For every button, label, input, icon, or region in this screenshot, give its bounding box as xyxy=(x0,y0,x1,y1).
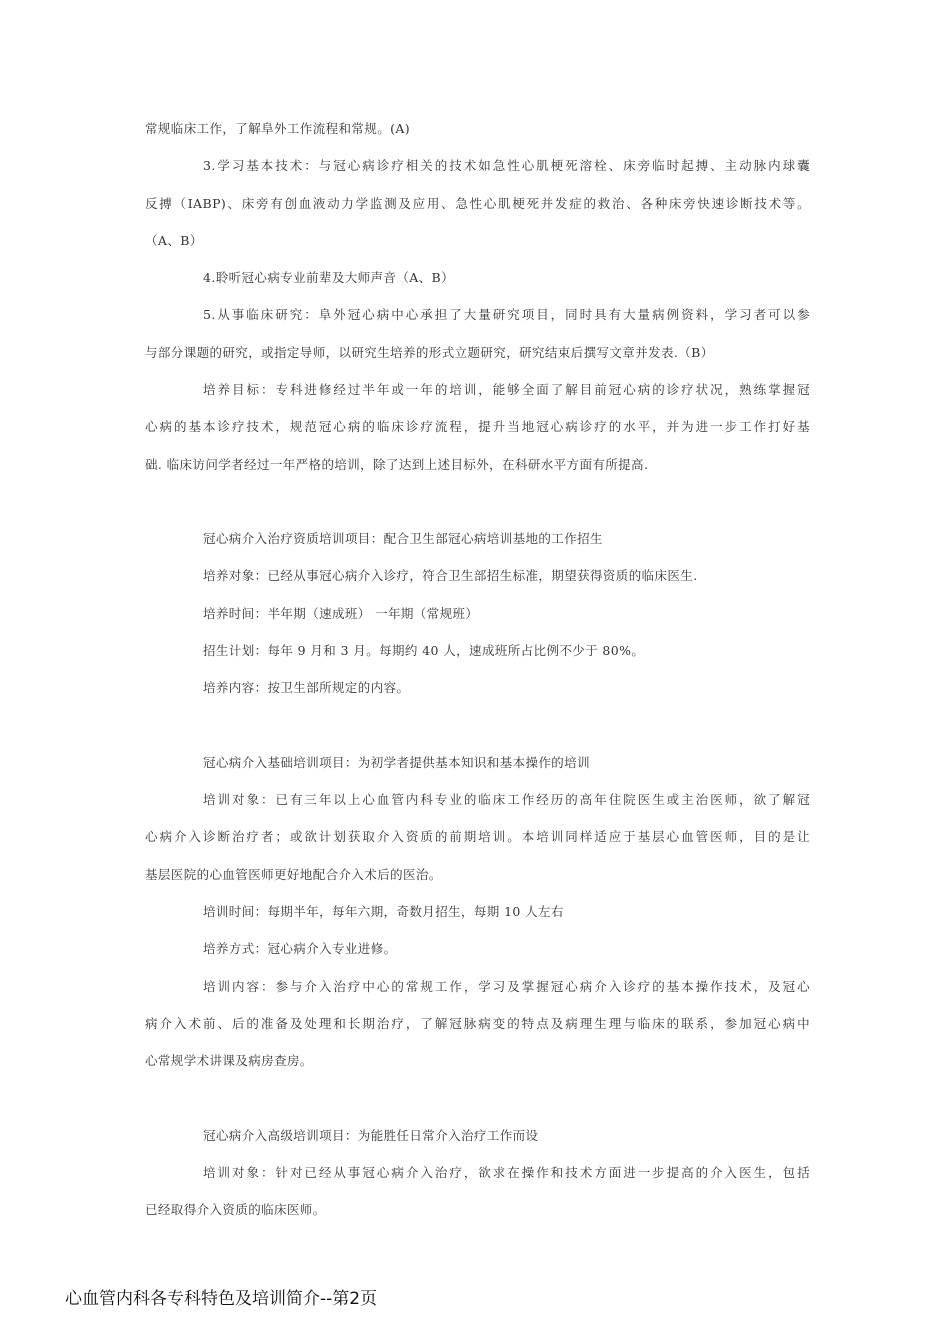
text-line: 础. 临床访问学者经过一年严格的培训，除了达到上述目标外，在科研水平方面有所提高. xyxy=(145,457,649,472)
text-line: 已经取得介入资质的临床医师。 xyxy=(145,1202,326,1217)
text-line: 培训内容：参与介入治疗中心的常规工作，学习及掌握冠心病介入诊疗的基本操作技术，及冠心 xyxy=(203,979,810,994)
text-line: 心病介入诊断治疗者；或欲计划获取介入资质的前期培训。本培训同样适应于基层心血管医师，目的是让 xyxy=(145,829,810,844)
text-line: 培训对象：已有三年以上心血管内科专业的临床工作经历的高年住院医生或主治医师，欲了解冠 xyxy=(203,792,810,807)
text-line: 基层医院的心血管医师更好地配合介入术后的医治。 xyxy=(145,867,442,882)
text-line: 5.从事临床研究：阜外冠心病中心承担了大量研究项目，同时具有大量病例资料，学习者可以参 xyxy=(203,307,810,322)
section-heading: 冠心病介入高级培训项目：为能胜任日常介入治疗工作而设 xyxy=(203,1128,539,1143)
section-heading: 冠心病介入基础培训项目：为初学者提供基本知识和基本操作的培训 xyxy=(203,755,591,770)
text-line: 反搏（IABP)、床旁有创血液动力学监测及应用、急性心肌梗死并发症的救治、各种床旁快速诊断技术等。 xyxy=(145,196,810,211)
section-heading: 冠心病介入治疗资质培训项目：配合卫生部冠心病培训基地的工作招生 xyxy=(203,531,603,546)
text-line: 3.学习基本技术：与冠心病诊疗相关的技术如急性心肌梗死溶栓、床旁临时起搏、主动脉内球囊 xyxy=(203,158,810,173)
text-line: 4.聆听冠心病专业前辈及大师声音（A、B） xyxy=(203,270,455,285)
text-line: 心常规学术讲课及病房查房。 xyxy=(145,1053,313,1068)
text-line: 培养目标：专科进修经过半年或一年的培训，能够全面了解目前冠心病的诊疗状况，熟练掌握冠 xyxy=(203,382,810,397)
text-line: 心病的基本诊疗技术，规范冠心病的临床诊疗流程，提升当地冠心病诊疗的水平，并为进一步工作打好基 xyxy=(145,419,810,434)
page-footer: 心血管内科各专科特色及培训简介--第2页 xyxy=(65,1289,378,1309)
text-line: 培养对象：已经从事冠心病介入诊疗，符合卫生部招生标准，期望获得资质的临床医生. xyxy=(203,568,698,583)
text-line: 招生计划：每年 9 月和 3 月。每期约 40 人，速成班所占比例不少于 80%。 xyxy=(203,643,645,658)
text-line: 培养方式：冠心病介入专业进修。 xyxy=(203,941,397,956)
text-line: 培训对象：针对已经从事冠心病介入治疗，欲求在操作和技术方面进一步提高的介入医生，包括 xyxy=(203,1165,810,1180)
text-line: （A、B） xyxy=(145,233,203,248)
text-line: 常规临床工作，了解阜外工作流程和常规。(A) xyxy=(145,121,411,136)
text-line: 与部分课题的研究，或指定导师，以研究生培养的形式立题研究，研究结束后撰写文章并发表.（B） xyxy=(145,345,714,360)
text-line: 培训时间：每期半年，每年六期，奇数月招生，每期 10 人左右 xyxy=(203,904,564,919)
text-line: 病介入术前、后的准备及处理和长期治疗，了解冠脉病变的特点及病理生理与临床的联系，参加冠心病中 xyxy=(145,1016,810,1031)
text-line: 培养内容：按卫生部所规定的内容。 xyxy=(203,680,410,695)
text-line: 培养时间：半年期（速成班） 一年期（常规班） xyxy=(203,606,479,621)
